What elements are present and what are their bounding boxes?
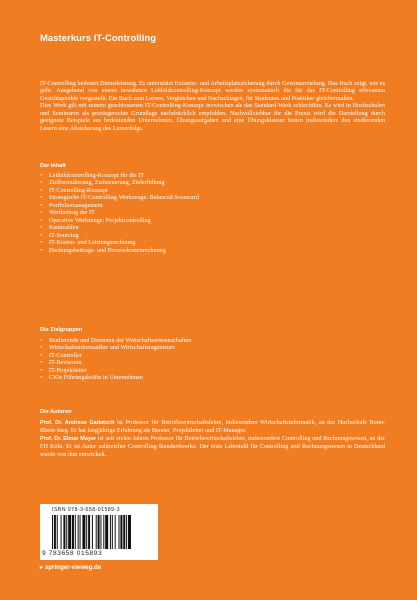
bullet-icon: • [40, 172, 43, 179]
bullet-icon: • [40, 366, 43, 374]
author-1 [40, 419, 385, 435]
list-item: • IT-Revisoren [40, 359, 82, 367]
list-item: • IT-Projektleiter [40, 366, 87, 374]
blurb-paragraph-1: IT-Controlling bedeutet Dienstleistung. Es unterstützt Existenz- und Arbeitsplatzsicherung durch Gewinnerzielung. Das Buch zeigt, wie es geht. Ausgehend von einem bewährten Leitbildcontrolling-Konzept werden systematisch die für das IT-Controlling relevanten Gesichtspunkte vorgestellt. Ein Buch zum Lernen, Vergleichen und Nachschlagen, für Studenten und Praktiker gleichermaßen. [40, 80, 385, 102]
bullet-icon: • [40, 246, 43, 254]
bullet-icon: • [40, 179, 43, 187]
list-item: • Wirtschaftsinformatiker und Wirtschaftsingenieure [40, 344, 175, 352]
ean-number: 9 783658 015893 [42, 550, 103, 557]
blurb [40, 80, 385, 132]
bullet-icon: • [40, 337, 43, 344]
bullet-icon: • [40, 374, 43, 382]
book-title: Masterkurs IT-Controlling [40, 32, 157, 43]
isbn-label: ISBN 978-3-658-01589-3 [52, 507, 120, 513]
list-item: • IT-Kosten- und Leistungsrechnung [40, 239, 136, 247]
publisher-url: ▸ springer-vieweg.de [40, 564, 102, 571]
author-1-bio: ist Professor für Betriebswirtschaftslehre, insbesondere Wirtschaftsinformatik, an der Hochschule Bonn-Rhein-Sieg. Er hat langjährige Erfahrung als Berater, Projektleiter und IT-Manager. [40, 419, 385, 435]
list-item: • CIOs Führungskräfte in Unternehmen [40, 374, 143, 382]
list-item: • Wertbeitrag der IT [40, 209, 95, 217]
blurb-paragraph-2: Dies Werk gilt mit seinem geschlossenen IT-Controlling-Konzept inzwischen als das Standard-Werk schlechthin. Es wird in Hochschulen und Seminaren als praxisgerechte Grundlage nachdrücklich empfohlen. Nachvollziehbar für die Praxis wird die Darstellung durch geeignete Beispiele aus bedeutenden Unternehmen. Übungsaufgaben und eine Übungsklausur bieten insbesondere den studierenden Lesern eine Absicherung des Lernerfolgs. [40, 102, 385, 132]
bullet-icon: • [40, 209, 43, 217]
author-1-name: Prof. Dr. Andreas Gadatsch [40, 420, 115, 426]
list-item: • Operative Werkzeuge: Projektcontrolling [40, 216, 151, 224]
bullet-icon: • [40, 359, 43, 367]
list-item: • Portfoliomanagement [40, 201, 103, 209]
bullet-icon: • [40, 201, 43, 209]
author-2-name: Prof. Dr. Elmar Mayer [40, 435, 97, 442]
barcode-icon [52, 515, 150, 549]
list-item: • Leitbildcontrolling-Konzept für die IT [40, 172, 145, 179]
bullet-icon: • [40, 231, 43, 239]
bullet-icon: • [40, 216, 43, 224]
author-2-bio: ist seit vielen Jahren Professor für Betriebswirtschaftslehre, insbesondere Controlling und Rechnungswesen, an der FH Köln. Er ist Autor zahlreicher Controlling-Standardwerke. Der erste Lehrstuhl für Controlling und Rechnungswesen in Deutschland wurde von ihm entwickelt. [40, 434, 386, 458]
list-item: • IT-Controlling-Konzept [40, 186, 108, 194]
bullet-icon: • [40, 344, 43, 352]
authors-text [40, 419, 385, 458]
list-item: • Zielformulierung, Zielsteuerung, Zielerfüllung [40, 179, 165, 187]
bullet-icon: • [40, 351, 43, 359]
contents-list [40, 172, 380, 254]
audience-heading: Die Zielgruppen [40, 327, 83, 333]
author-2 [40, 435, 385, 458]
list-item: • Strategische IT-Controlling-Werkzeuge: Balanced Scorecard [40, 194, 199, 202]
bullet-icon: • [40, 224, 43, 232]
list-item: • IT-Controller [40, 351, 82, 359]
list-item: • Studierende und Dozenten der Wirtschaftswissenschaften [40, 337, 192, 344]
list-item: • IT-Sourcing [40, 231, 79, 239]
bullet-icon: • [40, 186, 43, 194]
bullet-icon: • [40, 239, 43, 247]
contents-heading: Der Inhalt [40, 163, 66, 169]
bullet-icon: • [40, 194, 43, 202]
list-item: • Deckungsbeitrags- und Prozesskostenrechnung [40, 246, 166, 254]
barcode-box [40, 504, 158, 560]
audience-list [40, 337, 380, 382]
list-item: • Kennzahlen [40, 224, 79, 232]
authors-heading: Die Autoren [40, 409, 72, 415]
